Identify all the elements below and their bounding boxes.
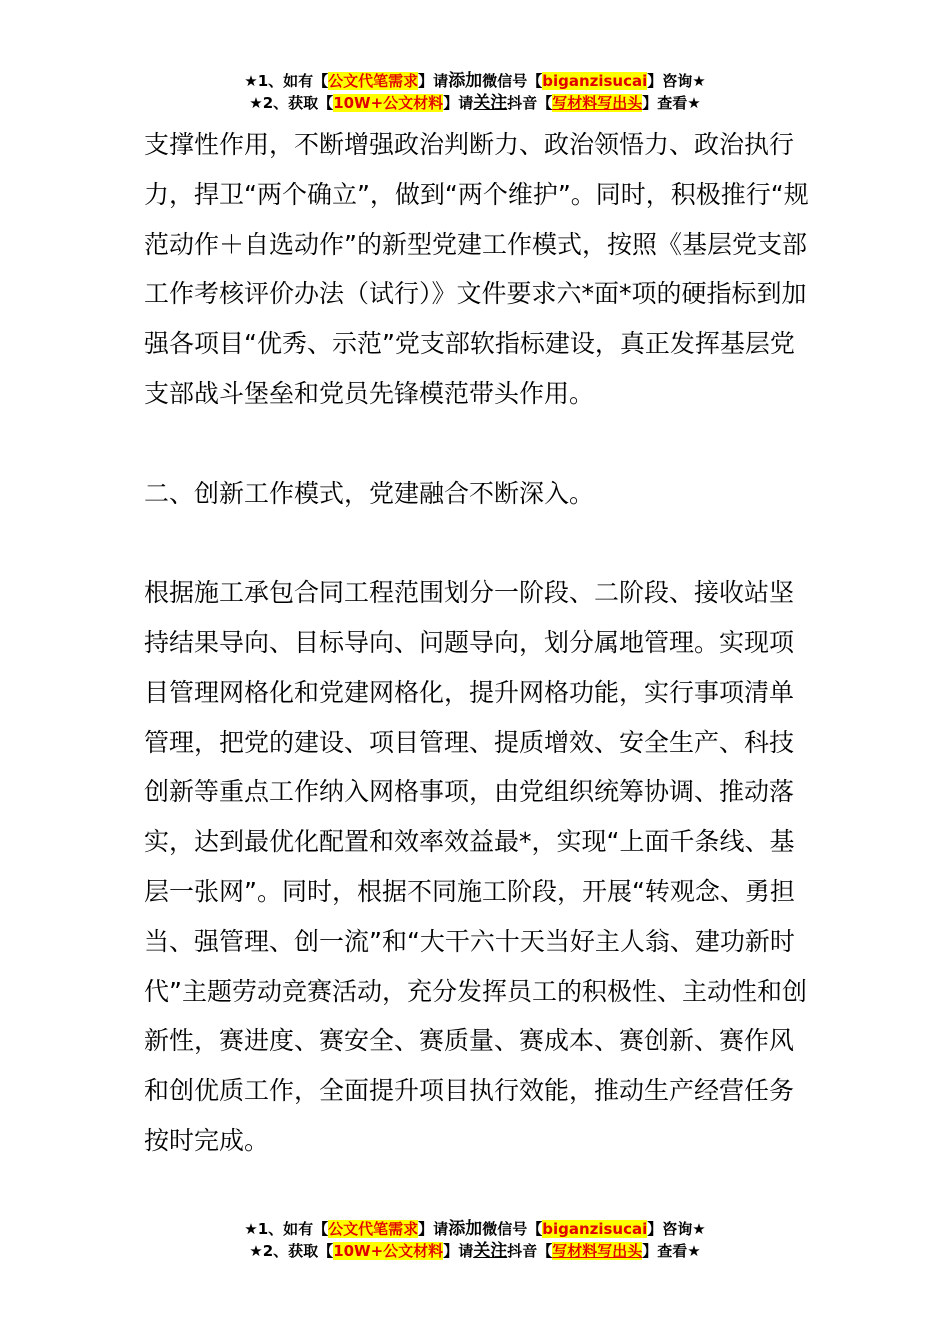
highlight-douyin-account: 写材料写出头 xyxy=(552,94,643,112)
document-body xyxy=(144,120,814,1166)
highlight-douyin-account: 写材料写出头 xyxy=(552,1242,643,1260)
highlight-wechat-id: biganzisucai xyxy=(542,1220,648,1238)
paragraph-gap xyxy=(144,419,814,469)
header-banner xyxy=(0,70,950,114)
banner-line-2: ★2、获取【10W+公文材料】请关注抖音【写材料写出头】查看★ xyxy=(249,93,701,113)
highlight-materials: 10W+公文材料 xyxy=(333,1242,444,1260)
paragraph-gap xyxy=(144,518,814,568)
section-heading-2: 二、创新工作模式，党建融合不断深入。 xyxy=(144,478,595,508)
footer-banner xyxy=(0,1218,950,1262)
highlight-materials: 10W+公文材料 xyxy=(333,94,444,112)
paragraph-work-mode: 根据施工承包合同工程范围划分一阶段、二阶段、接收站坚持结果导向、目标导向、问题导向，划分属地管理。实现项目管理网格化和党建网格化，提升网格功能，实行事项清单管理，把党的建设、项目管理、提质增效、安全生产、科技创新等重点工作纳入网格事项，由党组织统筹协调、推动落实，达到最优化配置和效率效益最*，实现“上面千条线、基层一张网”。同时，根据不同施工阶段，开展“转观念、勇担当、强管理、创一流”和“大干六十天当好主人翁、建功新时代”主题劳动竞赛活动，充分发挥员工的积极性、主动性和创新性，赛进度、赛安全、赛质量、赛成本、赛创新、赛作风和创优质工作，全面提升项目执行效能，推动生产经营任务按时完成。 xyxy=(144,578,807,1155)
banner-line-2: ★2、获取【10W+公文材料】请关注抖音【写材料写出头】查看★ xyxy=(249,1241,701,1261)
banner-line-1: ★1、如有【公文代笔需求】请添加微信号【biganzisucai】咨询★ xyxy=(244,71,706,91)
paragraph-party-building: 支撑性作用，不断增强政治判断力、政治领悟力、政治执行力，捍卫“两个确立”，做到“两个维护”。同时，积极推行“规范动作＋自选动作”的新型党建工作模式，按照《基层党支部工作考核评价办法（试行）》文件要求六*面*项的硬指标到加强各项目“优秀、示范”党支部软指标建设，真正发挥基层党支部战斗堡垒和党员先锋模范带头作用。 xyxy=(144,130,809,408)
highlight-writing-service: 公文代笔需求 xyxy=(328,72,419,90)
highlight-wechat-id: biganzisucai xyxy=(542,72,648,90)
highlight-writing-service: 公文代笔需求 xyxy=(328,1220,419,1238)
banner-line-1: ★1、如有【公文代笔需求】请添加微信号【biganzisucai】咨询★ xyxy=(244,1219,706,1239)
